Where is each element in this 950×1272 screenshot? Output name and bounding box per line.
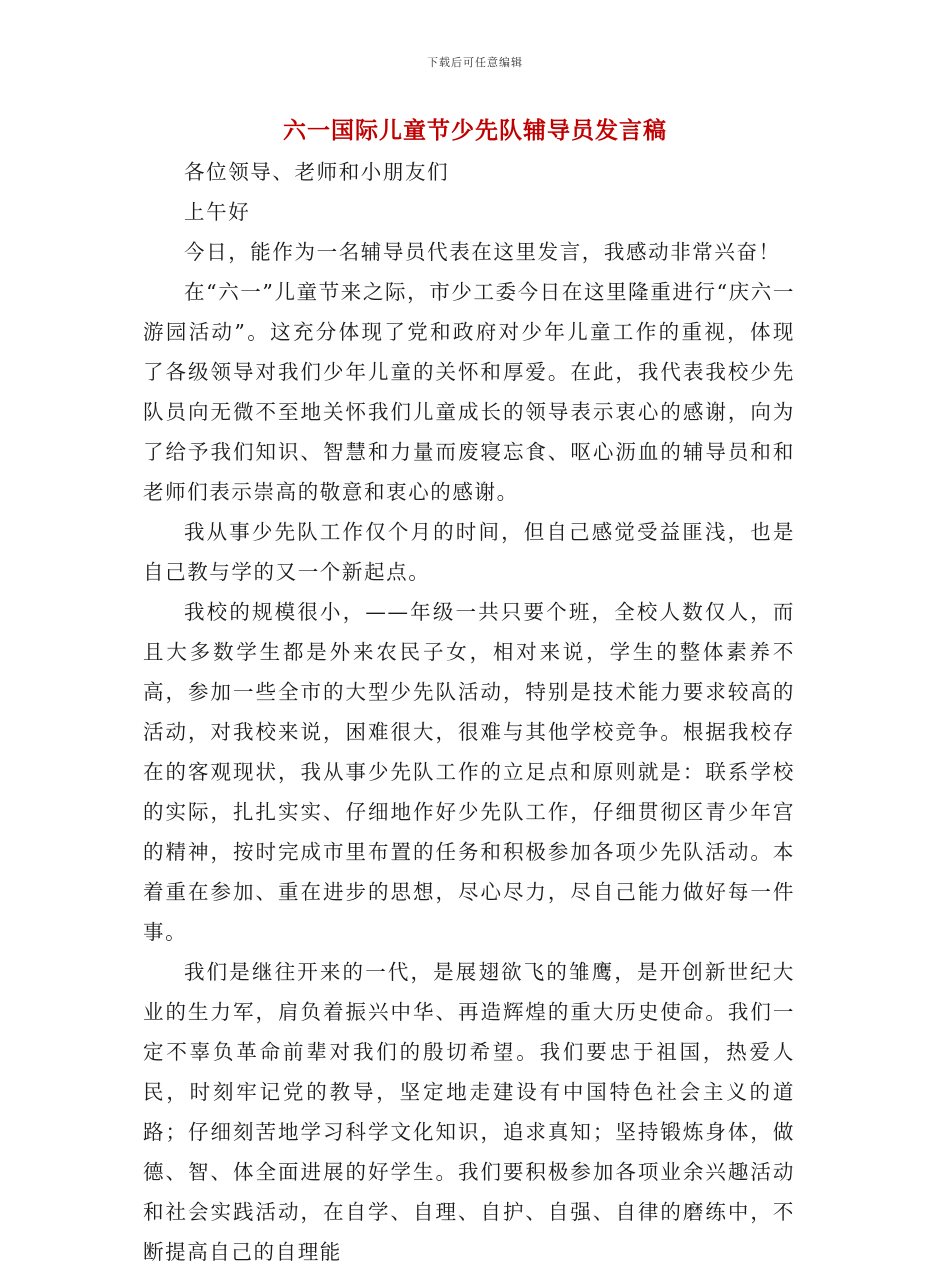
paragraph-greeting: 上午好 (184, 200, 251, 224)
paragraph-experience: 我从事少先队工作仅个月的时间，但自己感觉受益匪浅，也是自己教与学的又一个新起点。 (143, 520, 795, 584)
header-note: 下载后可任意编辑 (427, 56, 523, 69)
paragraph-thanks: 在“六一”儿童节来之际，市少工委今日在这里隆重进行“庆六一游园活动”。这充分体现了党和政府对少年儿童工作的重视，体现了各级领导对我们少年儿童的关怀和厚爱。在此，我代表我校少先队员向无微不至地关怀我们儿童成长的领导表示衷心的感谢，向为了给予我们知识、智慧和力量而废寝忘食、呕心沥血的辅导员和和老师们表示崇高的敬意和衷心的感谢。 (143, 280, 795, 504)
document-title: 六一国际儿童节少先队辅导员发言稿 (283, 118, 667, 144)
paragraph-mission: 我们是继往开来的一代，是展翅欲飞的雏鹰，是开创新世纪大业的生力军，肩负着振兴中华、再造辉煌的重大历史使命。我们一定不辜负革命前辈对我们的殷切希望。我们要忠于祖国，热爱人民，时刻牢记党的教导，坚定地走建设有中国特色社会主义的道路；仔细刻苦地学习科学文化知识，追求真知；坚持锻炼身体，做德、智、体全面进展的好学生。我们要积极参加各项业余兴趣活动和社会实践活动，在自学、自理、自护、自强、自律的磨练中，不断提高自己的自理能 (143, 960, 795, 1264)
paragraph-school: 我校的规模很小，——年级一共只要个班，全校人数仅人，而且大多数学生都是外来农民子女，相对来说，学生的整体素养不高，参加一些全市的大型少先队活动，特别是技术能力要求较高的活动，对我校来说，困难很大，很难与其他学校竞争。根据我校存在的客观现状，我从事少先队工作的立足点和原则就是：联系学校的实际，扎扎实实、仔细地作好少先队工作，仔细贯彻区青少年宫的精神，按时完成市里布置的任务和积极参加各项少先队活动。本着重在参加、重在进步的思想，尽心尽力，尽自己能力做好每一件事。 (143, 600, 795, 944)
paragraph-salutation: 各位领导、老师和小朋友们 (184, 160, 450, 184)
document-body (143, 152, 795, 1272)
paragraph-opening: 今日，能作为一名辅导员代表在这里发言，我感动非常兴奋！ (184, 240, 781, 264)
